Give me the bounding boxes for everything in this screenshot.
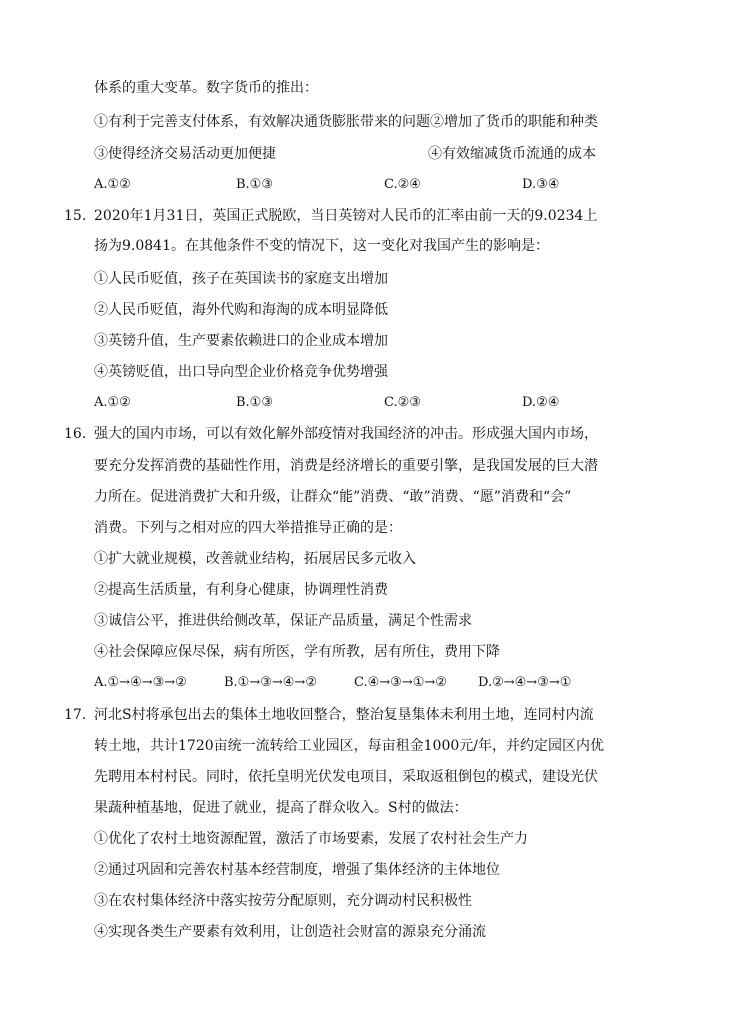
q14-statement-1-2: ①有利于完善支付体系，有效解决通货膨胀带来的问题②增加了货币的职能和种类 xyxy=(94,114,598,130)
q15-option-a: A.①② xyxy=(94,395,131,410)
q16-options xyxy=(94,674,624,692)
q14-option-a: A.①② xyxy=(94,177,131,192)
q17-stem-line-1: 河北S村将承包出去的集体土地收回整合，整治复垦集体未利用土地，连同村内流 xyxy=(94,707,594,723)
q15-option-b: B.①③ xyxy=(236,395,273,410)
q16-statement-2: ②提高生活质量，有利身心健康，协调理性消费 xyxy=(94,582,388,598)
q15-stem-line-1: 2020年1月31日，英国正式脱欧，当日英镑对人民币的汇率由前一天的9.0234上 xyxy=(94,208,598,224)
q15-statement-4: ④英镑贬值，出口导向型企业价格竞争优势增强 xyxy=(94,364,388,380)
q15-statement-1: ①人民币贬值，孩子在英国读书的家庭支出增加 xyxy=(94,271,388,287)
q14-option-c: C.②④ xyxy=(384,177,421,192)
q15-option-c: C.②③ xyxy=(384,395,421,410)
q16-option-c: C.④→③→①→② xyxy=(354,675,447,690)
q17-number: 17. xyxy=(64,707,87,723)
q17-statement-2: ②通过巩固和完善农村基本经营制度，增强了集体经济的主体地位 xyxy=(94,862,500,878)
q14-option-b: B.①③ xyxy=(236,177,273,192)
q16-statement-1: ①扩大就业规模，改善就业结构，拓展居民多元收入 xyxy=(94,551,416,567)
q17-statement-3: ③在农村集体经济中落实按劳分配原则，充分调动村民积极性 xyxy=(94,893,472,909)
q14-stem-tail: 体系的重大变革。数字货币的推出： xyxy=(94,80,318,96)
q17-stem-line-2: 转土地，共计1720亩统一流转给工业园区，每亩租金1000元/年，并约定园区内优 xyxy=(94,738,604,754)
q17-statement-1: ①优化了农村土地资源配置，激活了市场要素，发展了农村社会生产力 xyxy=(94,831,528,847)
q16-stem-line-3: 力所在。促进消费扩大和升级，让群众“能”消费、“敢”消费、“愿”消费和“会” xyxy=(94,489,572,505)
q16-option-d: D.②→④→③→① xyxy=(478,675,572,690)
q14-statement-3: ③使得经济交易活动更加便捷 xyxy=(94,146,276,162)
q15-stem-line-2: 扬为9.0841。在其他条件不变的情况下，这一变化对我国产生的影响是： xyxy=(94,238,549,254)
q15-option-d: D.②④ xyxy=(522,395,560,410)
q15-options xyxy=(94,394,614,412)
q15-number: 15. xyxy=(64,208,87,224)
q17-stem-line-4: 果蔬种植基地，促进了就业，提高了群众收入。S村的做法： xyxy=(94,800,468,816)
q14-options xyxy=(94,176,614,194)
q15-statement-3: ③英镑升值，生产要素依赖进口的企业成本增加 xyxy=(94,333,388,349)
q14-statement-4: ④有效缩减货币流通的成本 xyxy=(428,146,596,162)
q16-stem-line-4: 消费。下列与之相对应的四大举措推导正确的是： xyxy=(94,520,402,536)
q16-number: 16. xyxy=(64,426,87,442)
q14-option-d: D.③④ xyxy=(522,177,560,192)
q16-stem-line-2: 要充分发挥消费的基础性作用，消费是经济增长的重要引擎，是我国发展的巨大潜 xyxy=(94,458,598,474)
q17-statement-4: ④实现各类生产要素有效利用，让创造社会财富的源泉充分涌流 xyxy=(94,924,486,940)
q16-option-b: B.①→③→④→② xyxy=(224,675,317,690)
q16-option-a: A.①→④→③→② xyxy=(94,675,187,690)
q16-statement-4: ④社会保障应保尽保，病有所医，学有所教，居有所住，费用下降 xyxy=(94,644,500,660)
q15-statement-2: ②人民币贬值，海外代购和海淘的成本明显降低 xyxy=(94,302,388,318)
q16-statement-3: ③诚信公平，推进供给侧改革，保证产品质量，满足个性需求 xyxy=(94,613,472,629)
q16-stem-line-1: 强大的国内市场，可以有效化解外部疫情对我国经济的冲击。形成强大国内市场， xyxy=(94,426,598,442)
q17-stem-line-3: 先聘用本村村民。同时，依托皇明光伏发电项目，采取返租倒包的模式，建设光伏 xyxy=(94,769,598,785)
